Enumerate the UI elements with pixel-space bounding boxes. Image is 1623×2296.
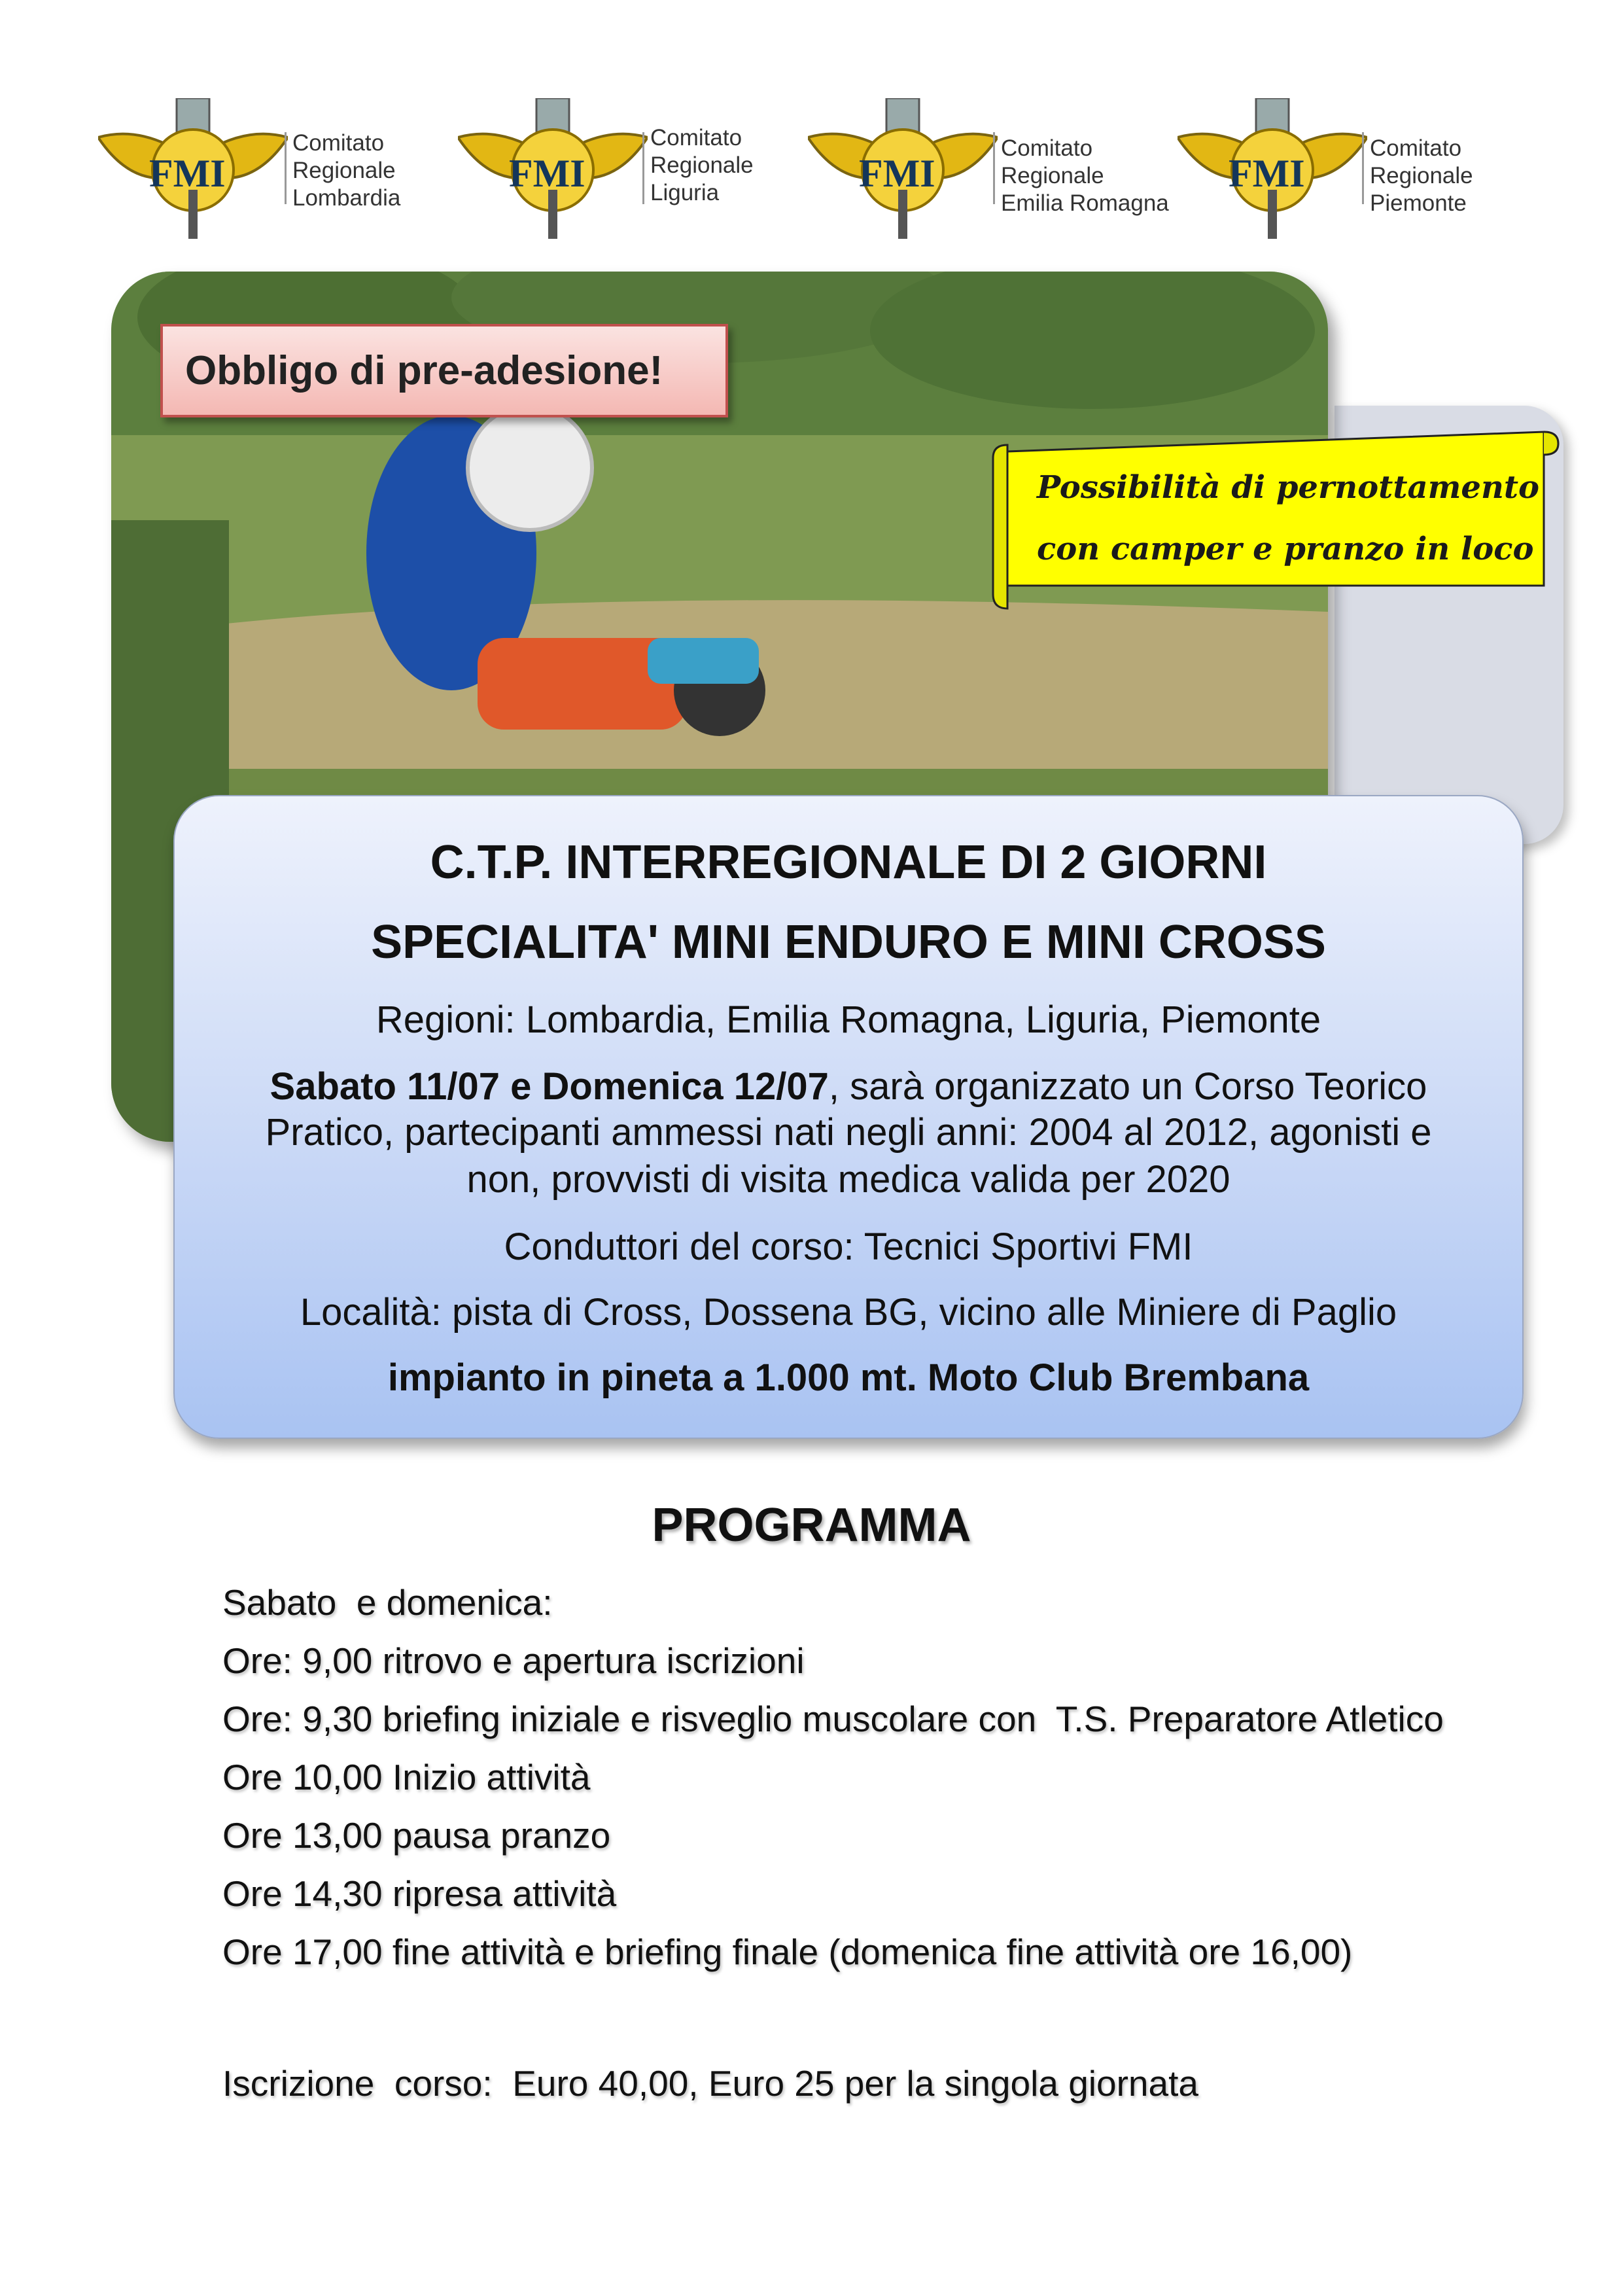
- fmi-emblem-icon: [98, 98, 288, 242]
- participants-line: Pratico, partecipanti ammessi nati negli anni: 2004 al 2012, agonisti e: [265, 1111, 1432, 1154]
- camper-callout: [988, 419, 1563, 615]
- svg-text:FMI: FMI: [859, 152, 935, 195]
- logo-text: Comitato Regionale Lombardia: [292, 130, 401, 211]
- schedule-item: Ore 17,00 fine attività e briefing finale (domenica fine attività ore 16,00): [222, 1932, 1353, 1972]
- event-title: C.T.P. INTERREGIONALE DI 2 GIORNI: [430, 836, 1267, 889]
- medical-line: non, provvisti di visita medica valida per 2020: [466, 1158, 1230, 1201]
- fmi-emblem-icon: [808, 98, 998, 242]
- schedule-item: Ore: 9,00 ritrovo e apertura iscrizioni: [222, 1640, 805, 1681]
- logo-divider: [285, 132, 287, 204]
- schedule-list: [222, 1574, 1531, 1981]
- callout-text: Possibilità di pernottamento con camper e pranzo in loco: [1037, 469, 1540, 567]
- conductors-line: Conduttori del corso: Tecnici Sportivi FMI: [504, 1226, 1193, 1268]
- dates-line: [175, 1063, 1522, 1110]
- svg-text:FMI: FMI: [1229, 152, 1305, 195]
- schedule-item: Sabato e domenica:: [222, 1582, 553, 1623]
- schedule-item: Ore: 9,30 briefing iniziale e risveglio muscolare con T.S. Preparatore Atletico: [222, 1699, 1444, 1739]
- regions-line: Regioni: Lombardia, Emilia Romagna, Liguria, Piemonte: [375, 998, 1321, 1041]
- event-subtitle: SPECIALITA' MINI ENDURO E MINI CROSS: [371, 916, 1326, 968]
- schedule-item: Ore 14,30 ripresa attività: [222, 1873, 617, 1914]
- event-info-box: [173, 795, 1524, 1439]
- logo-text: Comitato Regionale Emilia Romagna: [1001, 135, 1169, 216]
- logo-divider: [1362, 132, 1364, 204]
- logo-text: Comitato Regionale Piemonte: [1370, 135, 1473, 216]
- schedule-item: Ore 10,00 Inizio attività: [222, 1757, 591, 1797]
- svg-text:FMI: FMI: [509, 152, 585, 195]
- logo-text: Comitato Regionale Liguria: [650, 125, 754, 205]
- fmi-emblem-icon: [1178, 98, 1367, 242]
- programma-heading: PROGRAMMA: [652, 1499, 971, 1551]
- logo-divider: [642, 132, 644, 204]
- fmi-emblem-icon: [458, 98, 648, 242]
- dates-bold: Sabato 11/07 e Domenica 12/07: [270, 1065, 829, 1108]
- logo-divider: [993, 132, 995, 204]
- facility-line: impianto in pineta a 1.000 mt. Moto Club Brembana: [387, 1356, 1310, 1399]
- svg-text:FMI: FMI: [149, 152, 226, 195]
- logo-row: [92, 92, 1492, 249]
- registration-fee: Iscrizione corso: Euro 40,00, Euro 25 per la singola giornata: [222, 2063, 1198, 2104]
- badge-text: Obbligo di pre-adesione!: [185, 348, 663, 393]
- dates-rest: , sarà organizzato un Corso Teorico: [828, 1065, 1427, 1108]
- schedule-item: Ore 13,00 pausa pranzo: [222, 1815, 611, 1856]
- location-line: Località: pista di Cross, Dossena BG, vicino alle Miniere di Paglio: [300, 1291, 1397, 1333]
- pre-registration-badge: [160, 324, 728, 417]
